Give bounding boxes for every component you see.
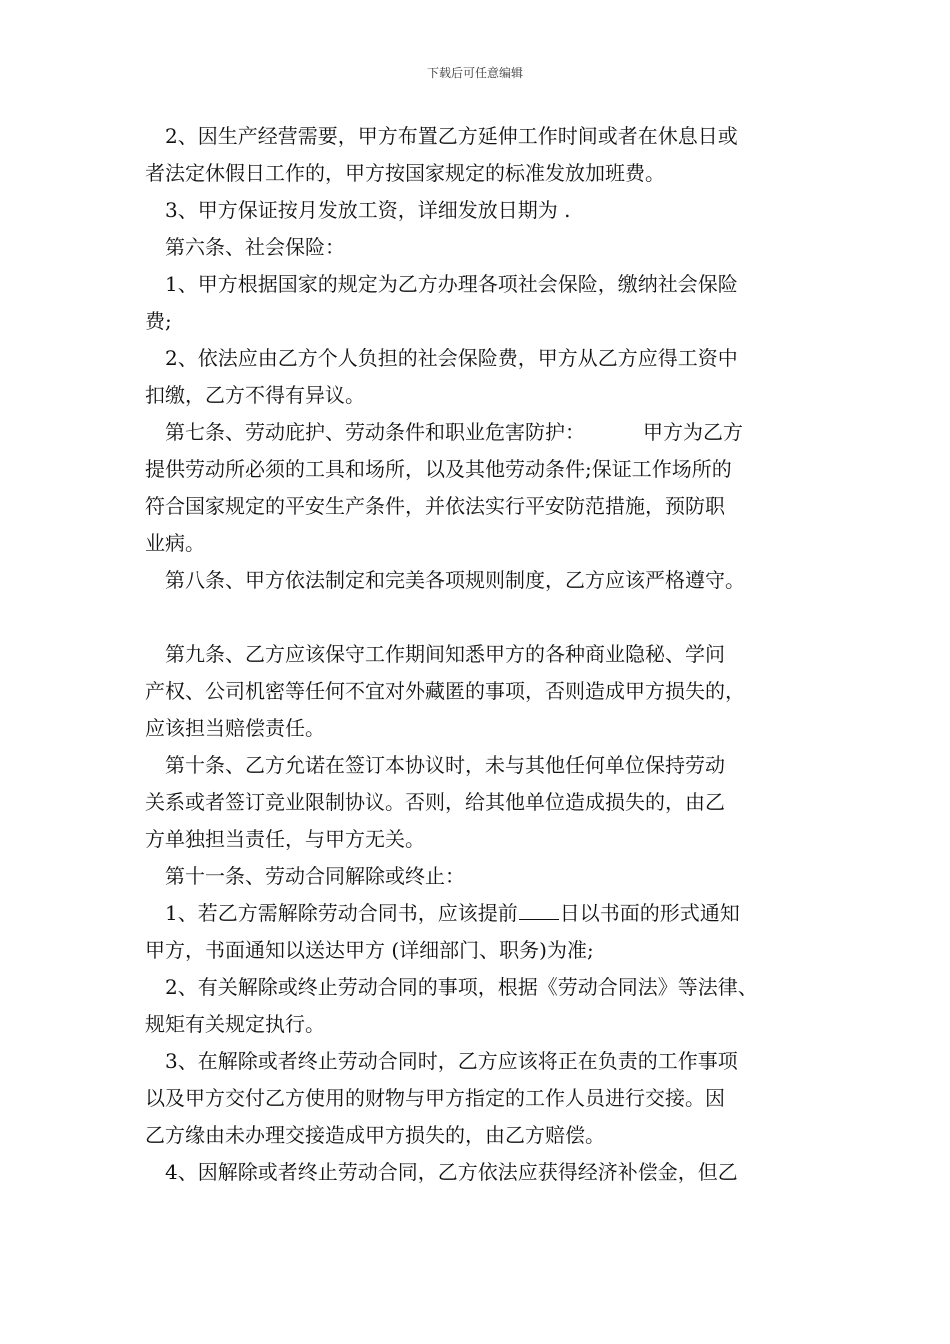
section-heading: 第七条、劳动庇护、劳动条件和职业危害防护： xyxy=(165,420,585,444)
text-line: 2、因生产经营需要，甲方布置乙方延伸工作时间或者在休息日或 xyxy=(165,124,738,148)
text-line: 3、在解除或者终止劳动合同时，乙方应该将正在负责的工作事项 xyxy=(165,1049,738,1073)
text-line xyxy=(165,418,743,446)
page-header: 下载后可任意编辑 xyxy=(426,66,523,80)
text-segment: 1、若乙方需解除劳动合同书，应该提前 xyxy=(165,901,518,925)
text-line: 第十条、乙方允诺在签订本协议时，未与其他任何单位保持劳动 xyxy=(165,753,725,777)
text-segment: 甲方为乙方 xyxy=(643,420,743,444)
text-line: 第九条、乙方应该保守工作期间知悉甲方的各种商业隐秘、学问 xyxy=(165,642,725,666)
text-line: 3、甲方保证按月发放工资，详细发放日期为 . xyxy=(165,198,571,222)
text-line: 4、因解除或者终止劳动合同，乙方依法应获得经济补偿金，但乙 xyxy=(165,1160,738,1184)
text-line: 费; xyxy=(145,309,172,333)
text-segment: 日以书面的形式通知 xyxy=(559,901,740,925)
text-line: 应该担当赔偿责任。 xyxy=(145,716,325,740)
text-line: 业病。 xyxy=(145,531,205,555)
text-line: 关系或者签订竞业限制协议。否则，给其他单位造成损失的，由乙 xyxy=(145,790,725,814)
text-line: 提供劳动所必须的工具和场所，以及其他劳动条件;保证工作场所的 xyxy=(145,457,732,481)
text-line: 乙方缘由未办理交接造成甲方损失的，由乙方赔偿。 xyxy=(145,1123,605,1147)
text-line: 1、甲方根据国家的规定为乙方办理各项社会保险，缴纳社会保险 xyxy=(165,272,738,296)
text-line: 者法定休假日工作的，甲方按国家规定的标准发放加班费。 xyxy=(145,161,665,185)
fill-in-blank xyxy=(519,901,559,920)
text-line: 第十一条、劳动合同解除或终止： xyxy=(165,864,465,888)
text-line: 以及甲方交付乙方使用的财物与甲方指定的工作人员进行交接。因 xyxy=(145,1086,725,1110)
text-line: 甲方，书面通知以送达甲方 (详细部门、职务)为准; xyxy=(145,938,594,962)
text-line: 第六条、社会保险： xyxy=(165,235,345,259)
text-line xyxy=(165,899,740,927)
text-line: 第八条、甲方依法制定和完美各项规则制度，乙方应该严格遵守。 xyxy=(165,568,745,592)
text-line: 扣缴，乙方不得有异议。 xyxy=(145,383,365,407)
text-line: 规矩有关规定执行。 xyxy=(145,1012,325,1036)
text-line: 2、有关解除或终止劳动合同的事项，根据《劳动合同法》等法律、 xyxy=(165,975,758,999)
text-line: 产权、公司机密等任何不宜对外藏匿的事项，否则造成甲方损失的， xyxy=(145,679,745,703)
text-line: 符合国家规定的平安生产条件，并依法实行平安防范措施，预防职 xyxy=(145,494,725,518)
text-line: 方单独担当责任，与甲方无关。 xyxy=(145,827,425,851)
text-line: 2、依法应由乙方个人负担的社会保险费，甲方从乙方应得工资中 xyxy=(165,346,738,370)
